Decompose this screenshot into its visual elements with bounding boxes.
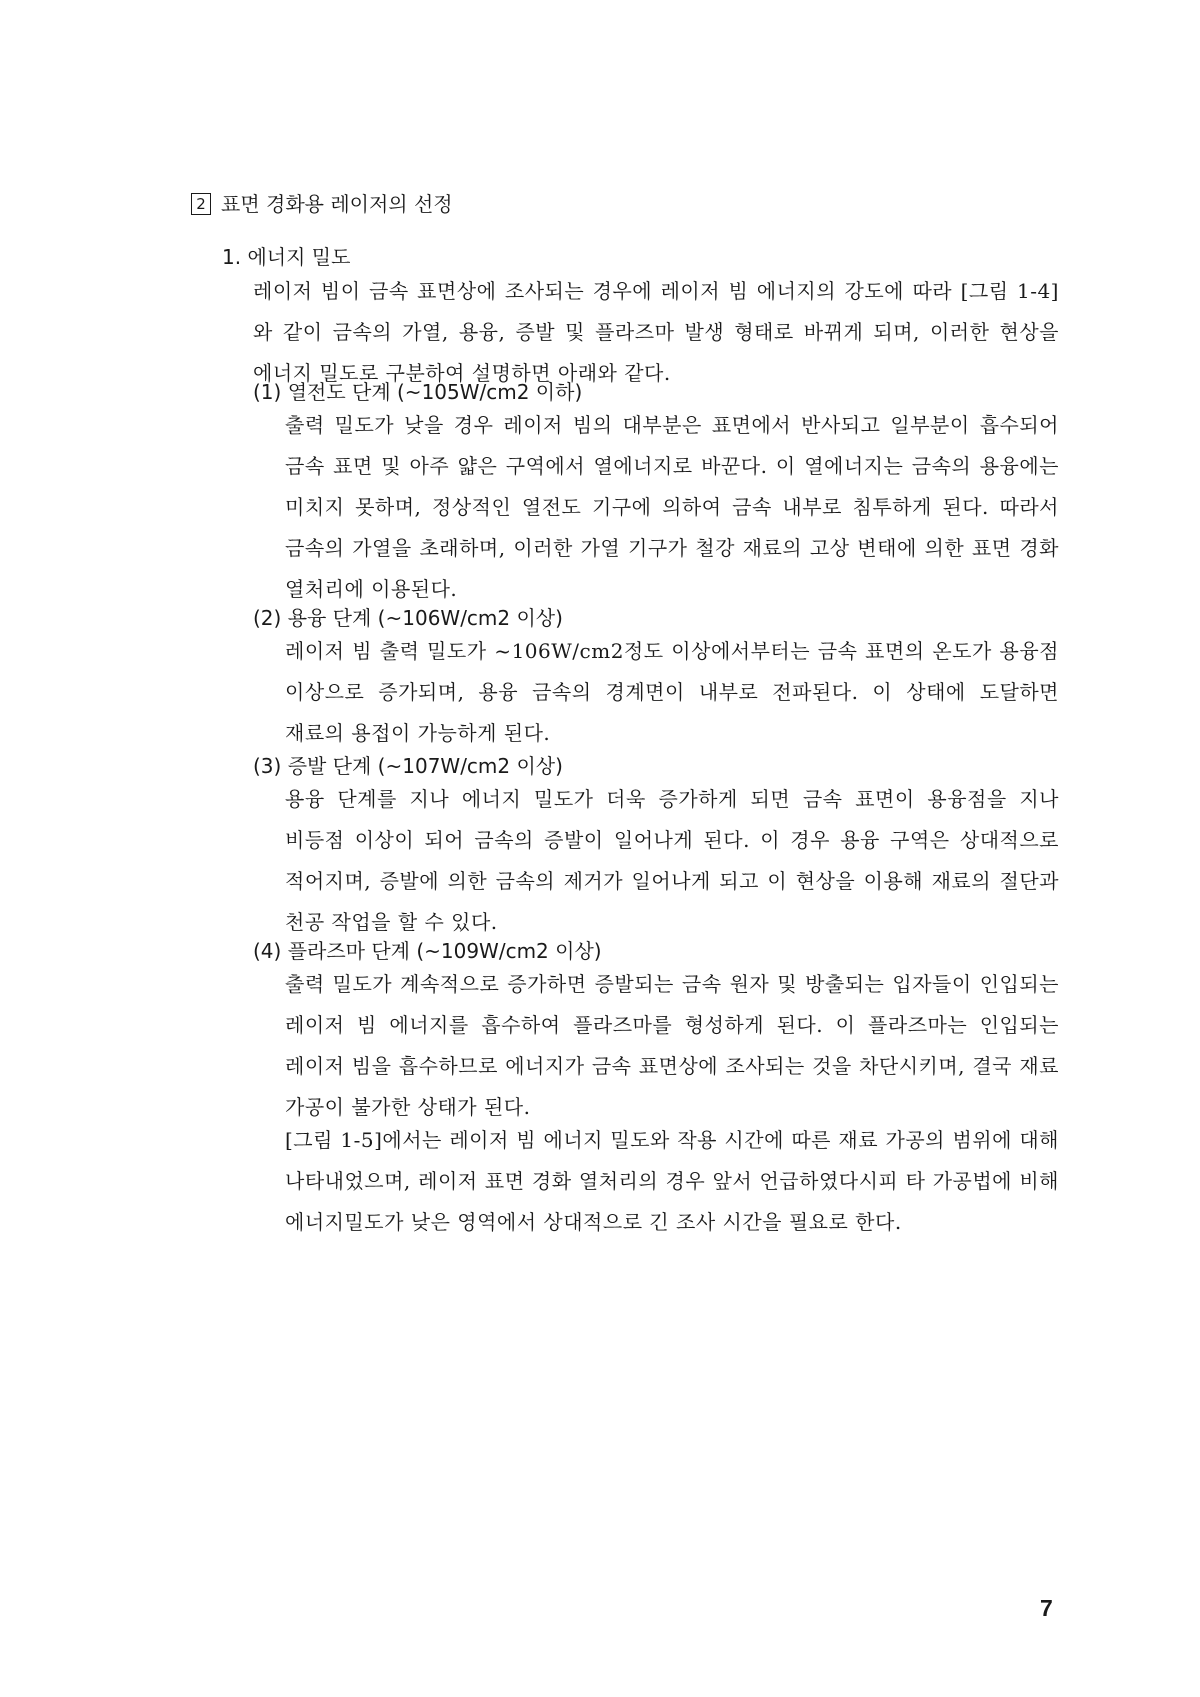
step-body-evaporation: 용융 단계를 지나 에너지 밀도가 더욱 증가하게 되면 금속 표면이 용융점을 지나 비등점 이상이 되어 금속의 증발이 일어나게 된다. 이 경우 용융 구역은 상대적으로 적어지며, 증발에 의한 금속의 제거가 일어나게 되고 이 현상을 이용해 재료의 절단과 천공 작업을 할 수 있다. xyxy=(285,787,1059,934)
step-heading-melting: (2) 용융 단계 (~106W/cm2 이상) xyxy=(253,606,563,630)
page-number: 7 xyxy=(1040,1595,1053,1621)
step-body-conduction: 출력 밀도가 낮을 경우 레이저 빔의 대부분은 표면에서 반사되고 일부분이 흡수되어 금속 표면 및 아주 얇은 구역에서 열에너지로 바꾼다. 이 열에너지는 금속의 용융에는 미치지 못하며, 정상적인 열전도 기구에 의하여 금속 내부로 침투하게 된다. 따라서 금속의 가열을 초래하며, 이러한 가열 기구가 철강 재료의 고상 변태에 의한 표면 경화 열처리에 이용된다. xyxy=(285,413,1059,601)
section-heading xyxy=(191,190,453,218)
intro-paragraph: 레이저 빔이 금속 표면상에 조사되는 경우에 레이저 빔 에너지의 강도에 따라 [그림 1-4]와 같이 금속의 가열, 용융, 증발 및 플라즈마 발생 형태로 바뀌게 되며, 이러한 현상을 에너지 밀도로 구분하여 설명하면 아래와 같다. xyxy=(253,279,1059,385)
step-body-plasma: 출력 밀도가 계속적으로 증가하면 증발되는 금속 원자 및 방출되는 입자들이 인입되는 레이저 빔 에너지를 흡수하여 플라즈마를 형성하게 된다. 이 플라즈마는 인입되는 레이저 빔을 흡수하므로 에너지가 금속 표면상에 조사되는 것을 차단시키며, 결국 재료 가공이 불가한 상태가 된다. xyxy=(285,972,1059,1119)
step-heading-conduction: (1) 열전도 단계 (~105W/cm2 이하) xyxy=(253,380,583,404)
step-heading-evaporation: (3) 증발 단계 (~107W/cm2 이상) xyxy=(253,754,563,778)
subsection-title: 1. 에너지 밀도 xyxy=(222,245,351,269)
section-number-box: 2 xyxy=(191,193,211,215)
section-title: 표면 경화용 레이저의 선정 xyxy=(221,192,453,216)
step-heading-plasma: (4) 플라즈마 단계 (~109W/cm2 이상) xyxy=(253,939,602,963)
closing-paragraph: [그림 1-5]에서는 레이저 빔 에너지 밀도와 작용 시간에 따른 재료 가공의 범위에 대해 나타내었으며, 레이저 표면 경화 열처리의 경우 앞서 언급하였다시피 타 가공법에 비해 에너지밀도가 낮은 영역에서 상대적으로 긴 조사 시간을 필요로 한다. xyxy=(285,1128,1059,1234)
step-body-melting: 레이저 빔 출력 밀도가 ~106W/cm2정도 이상에서부터는 금속 표면의 온도가 용융점 이상으로 증가되며, 용융 금속의 경계면이 내부로 전파된다. 이 상태에 도달하면 재료의 용접이 가능하게 된다. xyxy=(285,639,1059,745)
